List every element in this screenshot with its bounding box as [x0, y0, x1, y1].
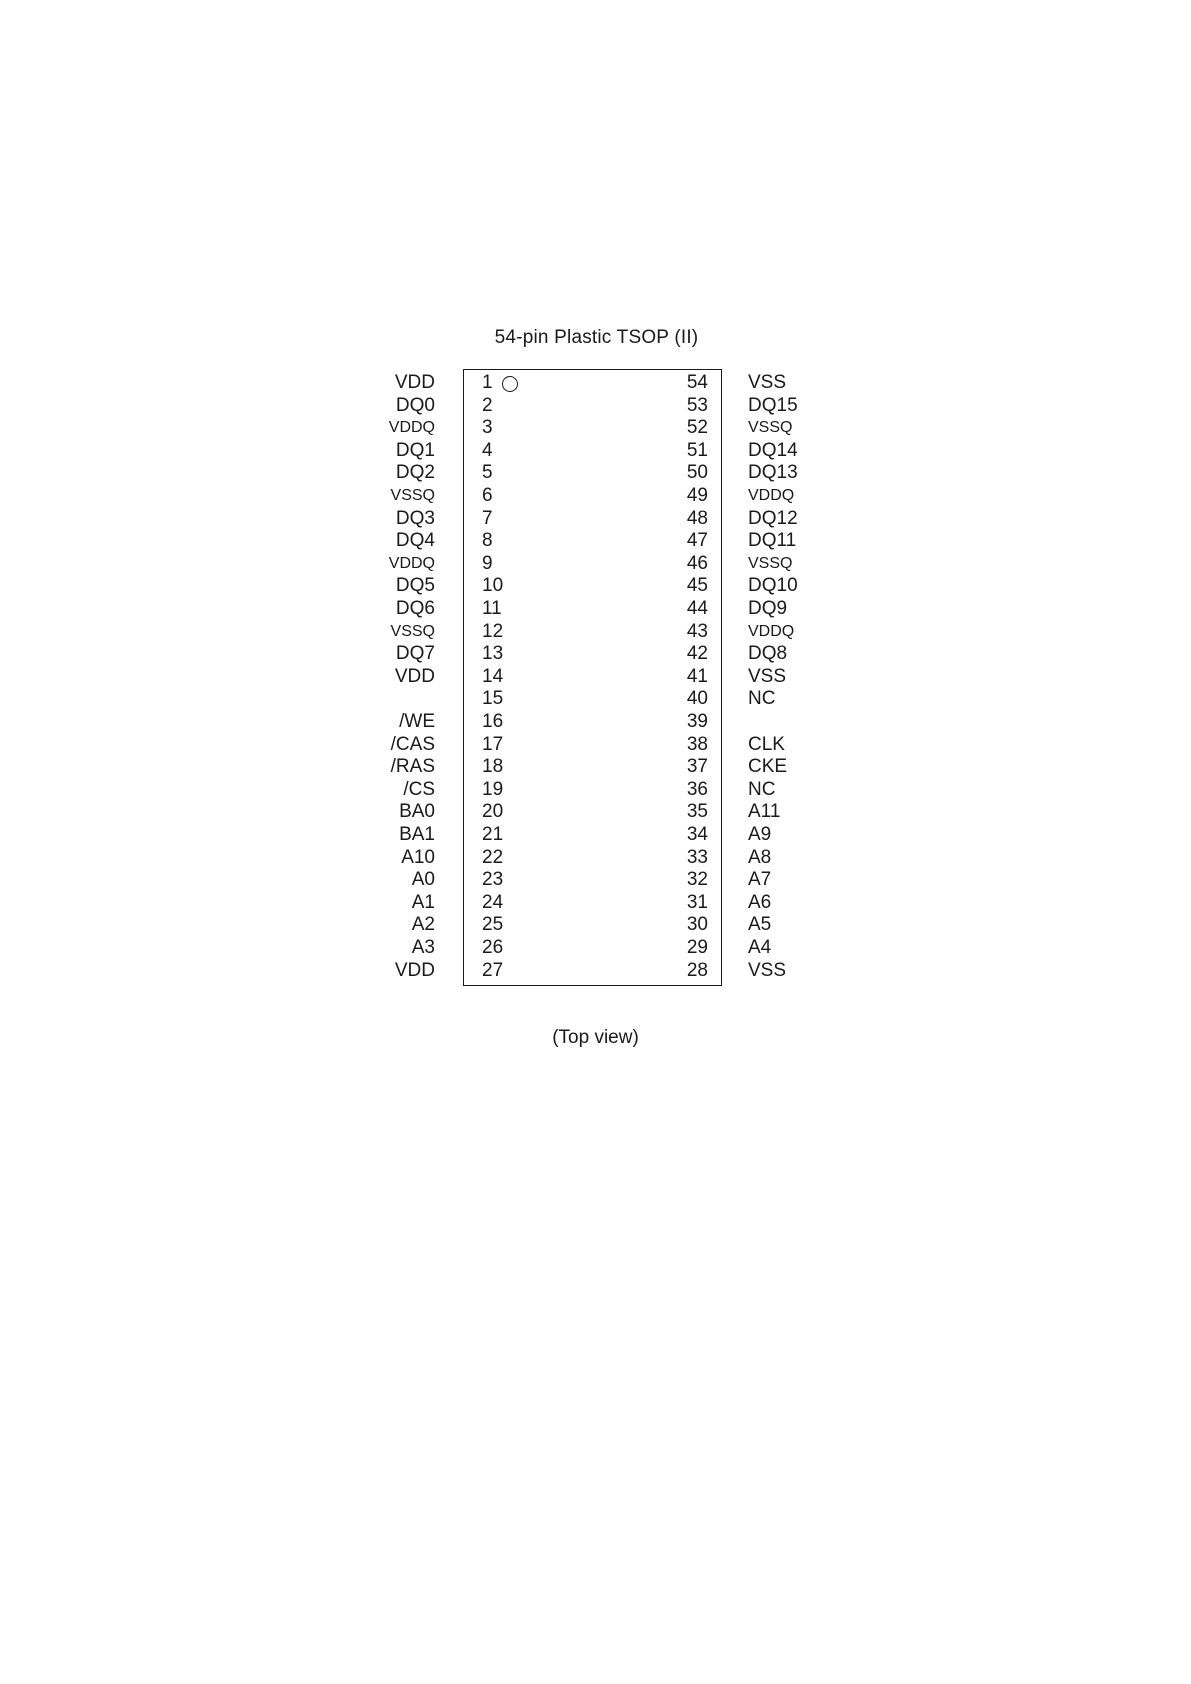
right-pin-name: CLK [748, 733, 785, 755]
left-pin-number: 23 [482, 869, 504, 891]
right-pin-name: A6 [748, 891, 772, 913]
left-pin-name: VDD [394, 665, 435, 687]
right-pin-name: VSS [748, 372, 787, 393]
right-pin-name: VSSQ [748, 419, 793, 437]
pin-row [0, 847, 1191, 869]
left-pin-number: 15 [482, 688, 504, 710]
right-pin-number: 48 [686, 507, 708, 529]
left-pin-number: 17 [482, 733, 504, 755]
pin-row [0, 643, 1191, 665]
pin-row [0, 395, 1191, 417]
left-pin-number: 20 [482, 801, 504, 823]
right-pin-number: 42 [686, 643, 708, 665]
left-pin-name: VSSQ [390, 487, 435, 504]
left-pin-number: 21 [482, 824, 504, 845]
left-pin-number: 3 [482, 417, 493, 439]
right-pin-name: A9 [748, 824, 772, 845]
pin-row [0, 440, 1191, 462]
left-pin-name: /WE [399, 711, 435, 732]
pin-row [0, 711, 1191, 733]
right-pin-name: A4 [748, 937, 772, 958]
right-pin-name: DQ15 [748, 394, 798, 416]
left-pin-number: 14 [482, 665, 504, 687]
left-pin-number: 4 [482, 439, 493, 461]
left-pin-number: 18 [482, 756, 504, 778]
left-pin-name: VDD [394, 959, 435, 981]
right-pin-name: A11 [748, 801, 781, 823]
right-pin-number: 28 [686, 959, 708, 981]
left-pin-number: 16 [482, 711, 504, 732]
pin-row [0, 575, 1191, 597]
right-pin-name: A8 [748, 846, 772, 868]
right-pin-name: DQ10 [748, 575, 798, 597]
pin-row [0, 824, 1191, 846]
right-pin-number: 52 [686, 417, 708, 439]
right-pin-number: 45 [686, 575, 708, 597]
left-pin-name: BA1 [399, 824, 435, 845]
pin-row [0, 937, 1191, 959]
pin-row [0, 688, 1191, 710]
right-pin-name: VSSQ [748, 554, 793, 572]
left-pin-name: A0 [411, 869, 435, 891]
left-pin-name: A3 [411, 937, 435, 958]
left-pin-number: 24 [482, 891, 504, 913]
left-pin-number: 2 [482, 394, 493, 416]
right-pin-name: DQ8 [748, 643, 788, 665]
left-pin-number: 22 [482, 846, 504, 868]
left-pin-name: DQ0 [395, 394, 435, 416]
left-pin-number: 5 [482, 462, 493, 484]
pin-row [0, 417, 1191, 439]
left-pin-name: A2 [411, 914, 435, 936]
right-pin-name: VDDQ [748, 622, 795, 640]
right-pin-number: 54 [686, 372, 708, 393]
pin-row [0, 508, 1191, 530]
left-pin-number: 25 [482, 914, 504, 936]
right-pin-number: 41 [686, 665, 708, 687]
left-pin-name: A1 [411, 891, 435, 913]
right-pin-name: DQ12 [748, 507, 798, 529]
pin-row [0, 914, 1191, 936]
left-pin-name: /CAS [390, 733, 435, 755]
pin-row [0, 666, 1191, 688]
right-pin-number: 36 [686, 778, 708, 800]
right-pin-number: 32 [686, 869, 708, 891]
right-pin-number: 30 [686, 914, 708, 936]
left-pin-name: DQ2 [395, 462, 435, 484]
left-pin-name: DQ3 [395, 507, 435, 529]
right-pin-number: 46 [686, 552, 708, 574]
left-pin-name: VDDQ [388, 419, 435, 437]
left-pin-name: A10 [401, 846, 435, 868]
pin-row [0, 598, 1191, 620]
left-pin-number: 8 [482, 530, 493, 552]
left-pin-number: 12 [482, 620, 504, 642]
left-pin-number: 9 [482, 552, 493, 574]
right-pin-name: DQ11 [748, 530, 797, 552]
right-pin-number: 50 [686, 462, 708, 484]
pin-row [0, 530, 1191, 552]
right-pin-number: 33 [686, 846, 708, 868]
pin-row [0, 779, 1191, 801]
right-pin-number: 29 [686, 937, 708, 958]
pin-row [0, 756, 1191, 778]
left-pin-name: /CS [403, 778, 435, 800]
left-pin-number: 13 [482, 643, 504, 665]
right-pin-number: 35 [686, 801, 708, 823]
right-pin-number: 40 [686, 688, 708, 710]
pin-row [0, 892, 1191, 914]
right-pin-name: VDDQ [748, 487, 795, 504]
pin-row [0, 734, 1191, 756]
left-pin-number: 26 [482, 937, 504, 958]
left-pin-number: 10 [482, 575, 504, 597]
diagram-caption: (Top view) [552, 1027, 639, 1048]
pin-row [0, 485, 1191, 507]
right-pin-name: NC [748, 688, 776, 710]
left-pin-number: 11 [482, 598, 502, 619]
left-pin-name: VSSQ [390, 622, 435, 640]
left-pin-number: 6 [482, 485, 493, 506]
right-pin-name: DQ14 [748, 439, 798, 461]
diagram-title-text: 54-pin Plastic TSOP (II) [494, 327, 699, 348]
right-pin-name: DQ9 [748, 598, 788, 619]
left-pin-name: VDDQ [388, 554, 435, 572]
right-pin-number: 51 [686, 439, 708, 461]
right-pin-number: 37 [686, 756, 708, 778]
left-pin-name: DQ7 [395, 643, 435, 665]
left-pin-number: 1 [482, 372, 493, 393]
right-pin-name: NC [748, 778, 776, 800]
right-pin-name: VSS [748, 959, 787, 981]
left-pin-name: VDD [394, 372, 435, 393]
left-pin-name: DQ4 [395, 530, 435, 552]
left-pin-name: DQ6 [395, 598, 435, 619]
right-pin-name: DQ13 [748, 462, 798, 484]
right-pin-number: 39 [686, 711, 708, 732]
left-pin-name: DQ5 [395, 575, 435, 597]
right-pin-number: 38 [686, 733, 708, 755]
right-pin-number: 31 [686, 891, 708, 913]
right-pin-number: 47 [686, 530, 708, 552]
left-pin-name: /RAS [390, 756, 435, 778]
right-pin-number: 53 [686, 394, 708, 416]
right-pin-name: A7 [748, 869, 772, 891]
right-pin-number: 43 [686, 620, 708, 642]
pin-row [0, 372, 1191, 394]
diagram-title [0, 327, 1191, 349]
pin-row [0, 553, 1191, 575]
right-pin-number: 34 [686, 824, 708, 845]
left-pin-number: 27 [482, 959, 504, 981]
right-pin-name: VSS [748, 665, 787, 687]
left-pin-name: DQ1 [395, 439, 435, 461]
left-pin-name: BA0 [399, 801, 435, 823]
right-pin-number: 49 [686, 485, 708, 506]
right-pin-number: 44 [686, 598, 708, 619]
right-pin-name: A5 [748, 914, 772, 936]
left-pin-number: 7 [482, 507, 493, 529]
pin-row [0, 801, 1191, 823]
left-pin-number: 19 [482, 778, 504, 800]
right-pin-name: CKE [748, 756, 788, 778]
pin-row [0, 462, 1191, 484]
pin-row [0, 869, 1191, 891]
pin-row [0, 960, 1191, 982]
pin-row [0, 621, 1191, 643]
